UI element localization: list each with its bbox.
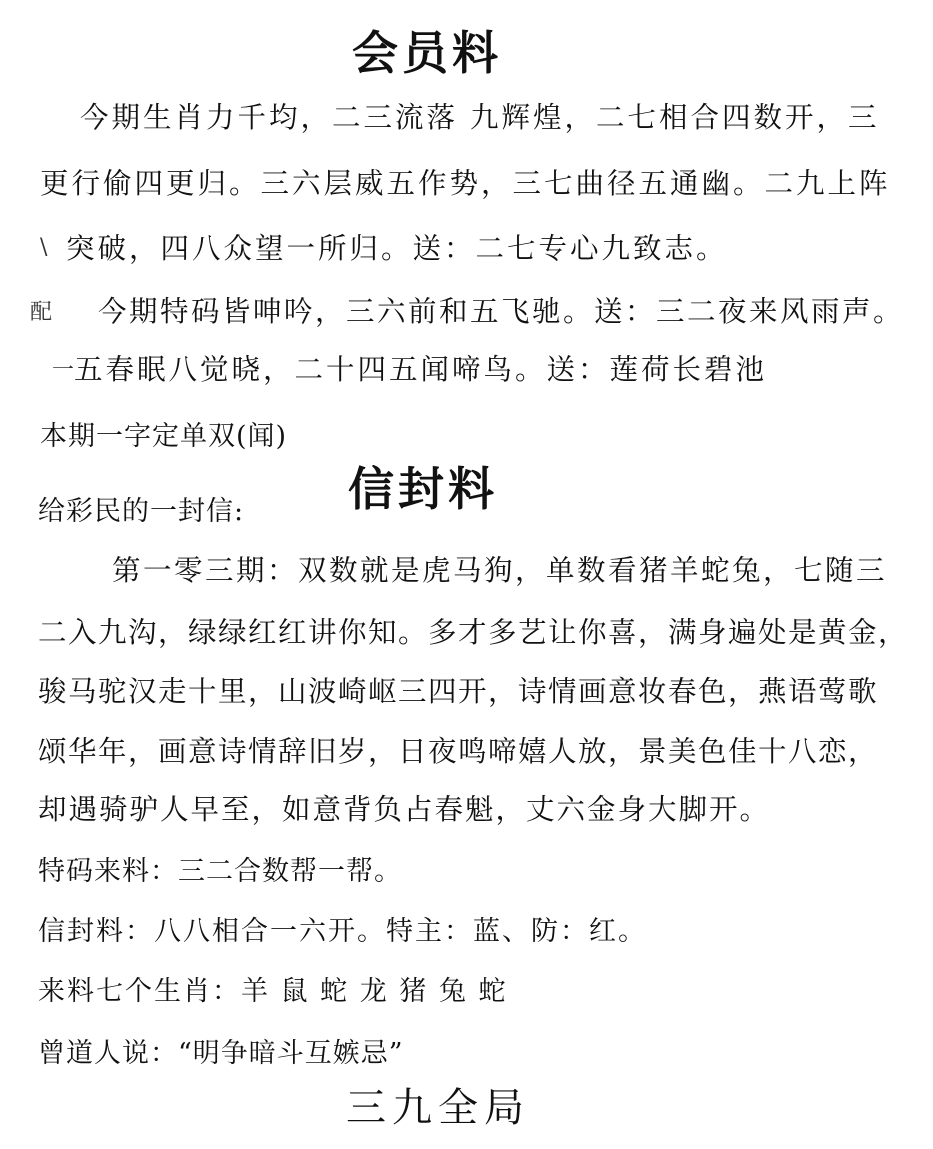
margin-mark: 一: [52, 358, 75, 383]
note-quote: 曾道人说：“明争暗斗互嫉忌”: [38, 1038, 404, 1069]
letter-line-4: 颂华年，画意诗情辞旧岁，日夜鸣啼嬉人放，景美色佳十八恋，: [38, 735, 879, 768]
member-line-6: 本期一字定单双(闻): [40, 421, 288, 452]
note-tema: 特码来料：三二合数帮一帮。: [38, 856, 402, 887]
note-zodiacs: 来料七个生肖：羊 鼠 蛇 龙 猪 兔 蛇: [38, 976, 508, 1007]
letter-line-5: 却遇骑驴人早至，如意背负占春魁，丈六金身大脚开。: [38, 793, 771, 826]
member-line-3: 突破，四八众望一所归。送：二七专心九致志。: [66, 232, 728, 265]
letter-title: 信封料: [348, 462, 498, 516]
margin-mark: 配: [30, 300, 53, 325]
member-line-1: 今期生肖力千均，二三流落 九辉煌，二七相合四数开，三: [80, 101, 880, 134]
letter-line-2: 二入九沟，绿绿红红讲你知。多才多艺让你喜，满身遍处是黄金，: [38, 616, 909, 649]
member-line-2: 更行偷四更归。三六层威五作势，三七曲径五通幽。二九上阵: [40, 167, 891, 200]
margin-mark: \: [40, 235, 48, 260]
letter-line-3: 骏马驼汉走十里，山波崎岖三四开，诗情画意妆春色，燕语莺歌: [38, 675, 879, 708]
member-line-4: 今期特码皆呻吟，三六前和五飞驰。送：三二夜来风雨声。: [98, 295, 905, 328]
footer-title: 三九全局: [346, 1085, 530, 1131]
letter-line-1: 第一零三期：双数就是虎马狗，单数看猪羊蛇兔，七随三: [112, 554, 888, 587]
note-envelope: 信封料：八八相合一六开。特主：蓝、防：红。: [38, 916, 647, 947]
letter-intro: 给彩民的一封信:: [38, 496, 245, 527]
member-title: 会员料: [352, 26, 502, 80]
member-line-5: 五春眠八觉晓，二十四五闻啼鸟。送：莲荷长碧池: [74, 353, 768, 386]
